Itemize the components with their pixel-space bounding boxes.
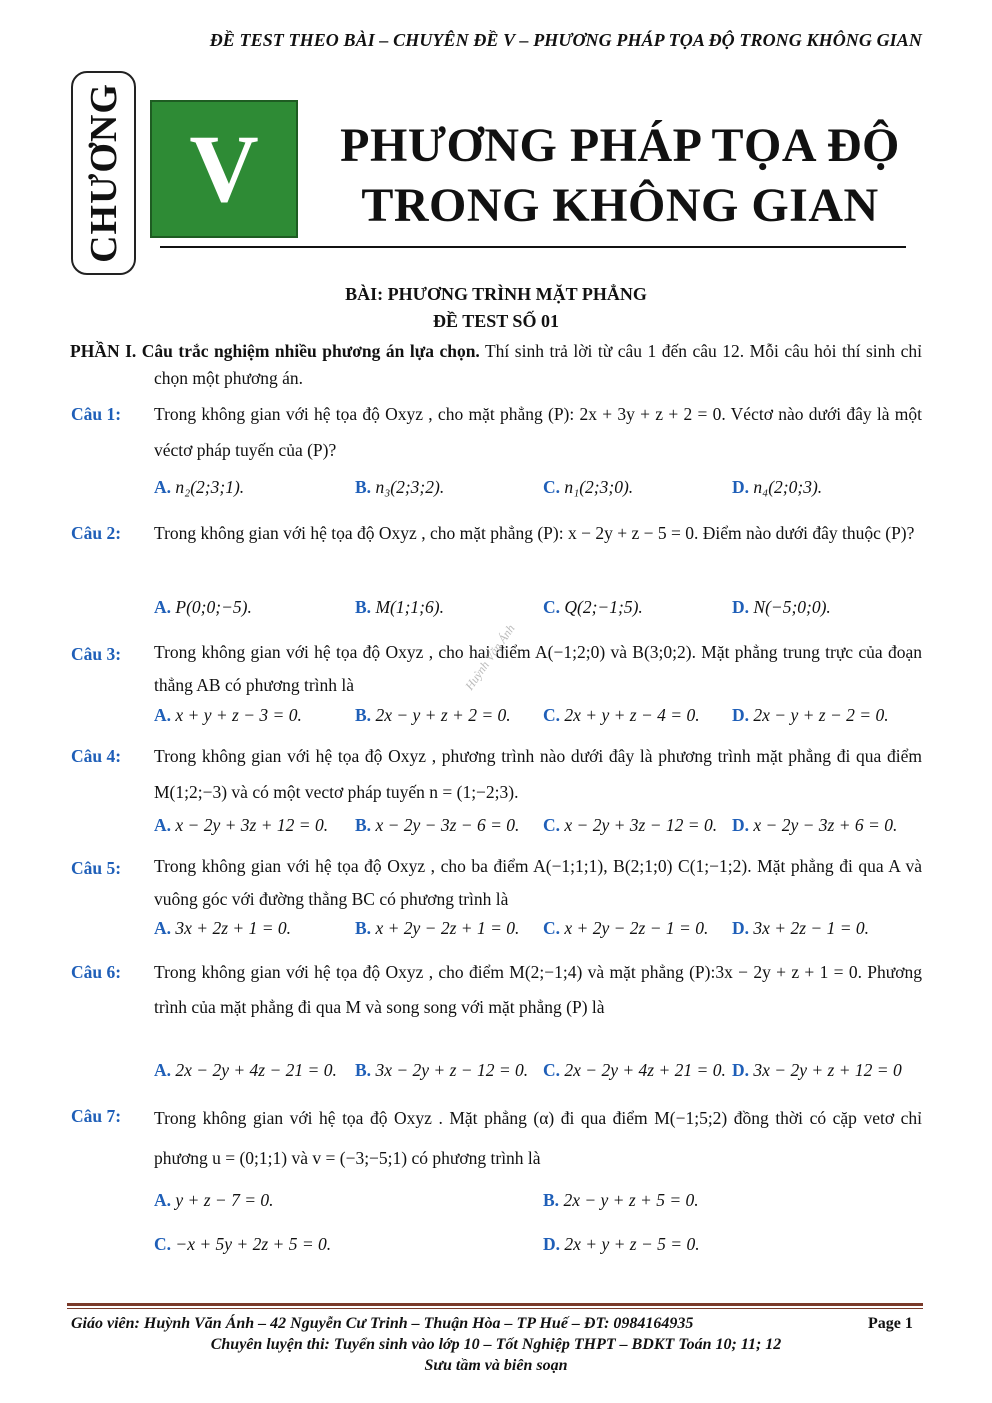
option-c[interactable]: C. n₁(2;3;0). bbox=[543, 477, 634, 497]
chapter-title-line2: TRONG KHÔNG GIAN bbox=[361, 179, 879, 232]
chapter-label-box bbox=[71, 71, 136, 275]
watermark: Huỳnh Văn Ánh bbox=[462, 621, 518, 693]
question-text: Trong không gian với hệ tọa độ Oxyz , cho hai điểm A(−1;2;0) và B(3;0;2). Mặt phẳng trung trực của đoạn thẳng AB có phương trình là bbox=[154, 642, 922, 695]
chapter-title-line1: PHƯƠNG PHÁP TỌA ĐỘ bbox=[340, 119, 900, 172]
option-a[interactable]: A. y + z − 7 = 0. bbox=[154, 1190, 274, 1210]
question-text: Trong không gian với hệ tọa độ Oxyz , cho điểm M(2;−1;4) và mặt phẳng (P):3x − 2y + z + 1 = 0. Phương trình của mặt phẳng đi qua M và song song với mặt phẳng (P) là bbox=[154, 962, 922, 1017]
running-header: ĐỀ TEST THEO BÀI – CHUYÊN ĐỀ V – PHƯƠNG PHÁP TỌA ĐỘ TRONG KHÔNG GIAN bbox=[209, 30, 922, 50]
question-text: Trong không gian với hệ tọa độ Oxyz , cho mặt phẳng (P): 2x + 3y + z + 2 = 0. Véctơ nào dưới đây là một véctơ pháp tuyến của (P)? bbox=[154, 404, 922, 460]
question-label: Câu 6: bbox=[71, 962, 122, 982]
option-c[interactable]: C. 2x + y + z − 4 = 0. bbox=[543, 705, 700, 725]
section-text: Thí sinh trả lời từ câu 1 đến câu 12. Mỗi câu hỏi thí sinh chỉ chọn một phương án. bbox=[154, 341, 922, 388]
option-d[interactable]: D. x − 2y − 3z + 6 = 0. bbox=[732, 815, 898, 835]
option-b[interactable]: B. n₃(2;3;2). bbox=[355, 477, 445, 497]
option-b[interactable]: B. 2x − y + z + 5 = 0. bbox=[543, 1190, 699, 1210]
option-a[interactable]: A. 2x − 2y + 4z − 21 = 0. bbox=[154, 1060, 337, 1080]
option-d[interactable]: D. 3x + 2z − 1 = 0. bbox=[732, 918, 870, 938]
page-number: Page 1 bbox=[868, 1315, 913, 1332]
option-d[interactable]: D. n₄(2;0;3). bbox=[732, 477, 823, 497]
option-d[interactable]: D. 3x − 2y + z + 12 = 0 bbox=[732, 1060, 902, 1080]
option-c[interactable]: C. Q(2;−1;5). bbox=[543, 597, 643, 617]
chapter-number-box bbox=[150, 100, 298, 238]
test-number: ĐỀ TEST SỐ 01 bbox=[433, 311, 559, 331]
question-label: Câu 7: bbox=[71, 1106, 122, 1126]
section-instructions bbox=[70, 338, 922, 392]
question-label: Câu 3: bbox=[71, 644, 122, 664]
option-a[interactable]: A. x + y + z − 3 = 0. bbox=[154, 705, 302, 725]
option-c[interactable]: C. 2x − 2y + 4z + 21 = 0. bbox=[543, 1060, 726, 1080]
section-title: PHẦN I. Câu trắc nghiệm nhiều phương án lựa chọn. bbox=[70, 341, 480, 361]
option-c[interactable]: C. x − 2y + 3z − 12 = 0. bbox=[543, 815, 718, 835]
lesson-title: BÀI: PHƯƠNG TRÌNH MẶT PHẲNG bbox=[345, 284, 647, 304]
option-b[interactable]: B. x + 2y − 2z + 1 = 0. bbox=[355, 918, 520, 938]
option-b[interactable]: B. 3x − 2y + z − 12 = 0. bbox=[355, 1060, 529, 1080]
footer-teacher-info: Giáo viên: Huỳnh Văn Ánh – 42 Nguyễn Cư Trinh – Thuận Hòa – TP Huế – ĐT: 0984164935 bbox=[71, 1315, 694, 1332]
question-label: Câu 2: bbox=[71, 523, 122, 543]
option-d[interactable]: D. N(−5;0;0). bbox=[732, 597, 831, 617]
question-label: Câu 4: bbox=[71, 746, 122, 766]
question-text: Trong không gian với hệ tọa độ Oxyz , phương trình nào dưới đây là phương trình mặt phẳng đi qua điểm M(1;2;−3) và có một vectơ pháp tuyến n = (1;−2;3). bbox=[154, 746, 922, 802]
footer-rule bbox=[67, 1303, 923, 1306]
option-a[interactable]: A. P(0;0;−5). bbox=[154, 597, 252, 617]
chapter-number: V bbox=[189, 115, 259, 222]
footer-course-info: Chuyên luyện thi: Tuyển sinh vào lớp 10 – Tốt Nghiệp THPT – BDKT Toán 10; 11; 12 bbox=[210, 1336, 782, 1353]
option-a[interactable]: A. n₂(2;3;1). bbox=[154, 477, 245, 497]
option-b[interactable]: B. x − 2y − 3z − 6 = 0. bbox=[355, 815, 520, 835]
question-text: Trong không gian với hệ tọa độ Oxyz , cho mặt phẳng (P): x − 2y + z − 5 = 0. Điểm nào dưới đây thuộc (P)? bbox=[154, 523, 915, 543]
option-a[interactable]: A. 3x + 2z + 1 = 0. bbox=[154, 918, 292, 938]
option-b[interactable]: B. 2x − y + z + 2 = 0. bbox=[355, 705, 511, 725]
footer-rule-thin bbox=[67, 1308, 923, 1309]
option-a[interactable]: A. x − 2y + 3z + 12 = 0. bbox=[154, 815, 329, 835]
question-text: Trong không gian với hệ tọa độ Oxyz , cho ba điểm A(−1;1;1), B(2;1;0) C(1;−1;2). Mặt phẳng đi qua A và vuông góc với đường thẳng BC có phương trình là bbox=[154, 856, 922, 909]
option-b[interactable]: B. M(1;1;6). bbox=[355, 597, 444, 617]
question-label: Câu 1: bbox=[71, 404, 122, 424]
footer-credit: Sưu tầm và biên soạn bbox=[424, 1357, 568, 1374]
option-c[interactable]: C. −x + 5y + 2z + 5 = 0. bbox=[154, 1234, 332, 1254]
option-d[interactable]: D. 2x + y + z − 5 = 0. bbox=[543, 1234, 700, 1254]
option-d[interactable]: D. 2x − y + z − 2 = 0. bbox=[732, 705, 889, 725]
title-divider bbox=[160, 246, 906, 248]
question-label: Câu 5: bbox=[71, 858, 122, 878]
option-c[interactable]: C. x + 2y − 2z − 1 = 0. bbox=[543, 918, 709, 938]
chapter-word: CHƯƠNG bbox=[82, 83, 125, 263]
question-text: Trong không gian với hệ tọa độ Oxyz . Mặt phẳng (α) đi qua điểm M(−1;5;2) đồng thời có cặp vetơ chỉ phương u = (0;1;1) và v = (−3;−5;1) có phương trình là bbox=[154, 1108, 922, 1168]
